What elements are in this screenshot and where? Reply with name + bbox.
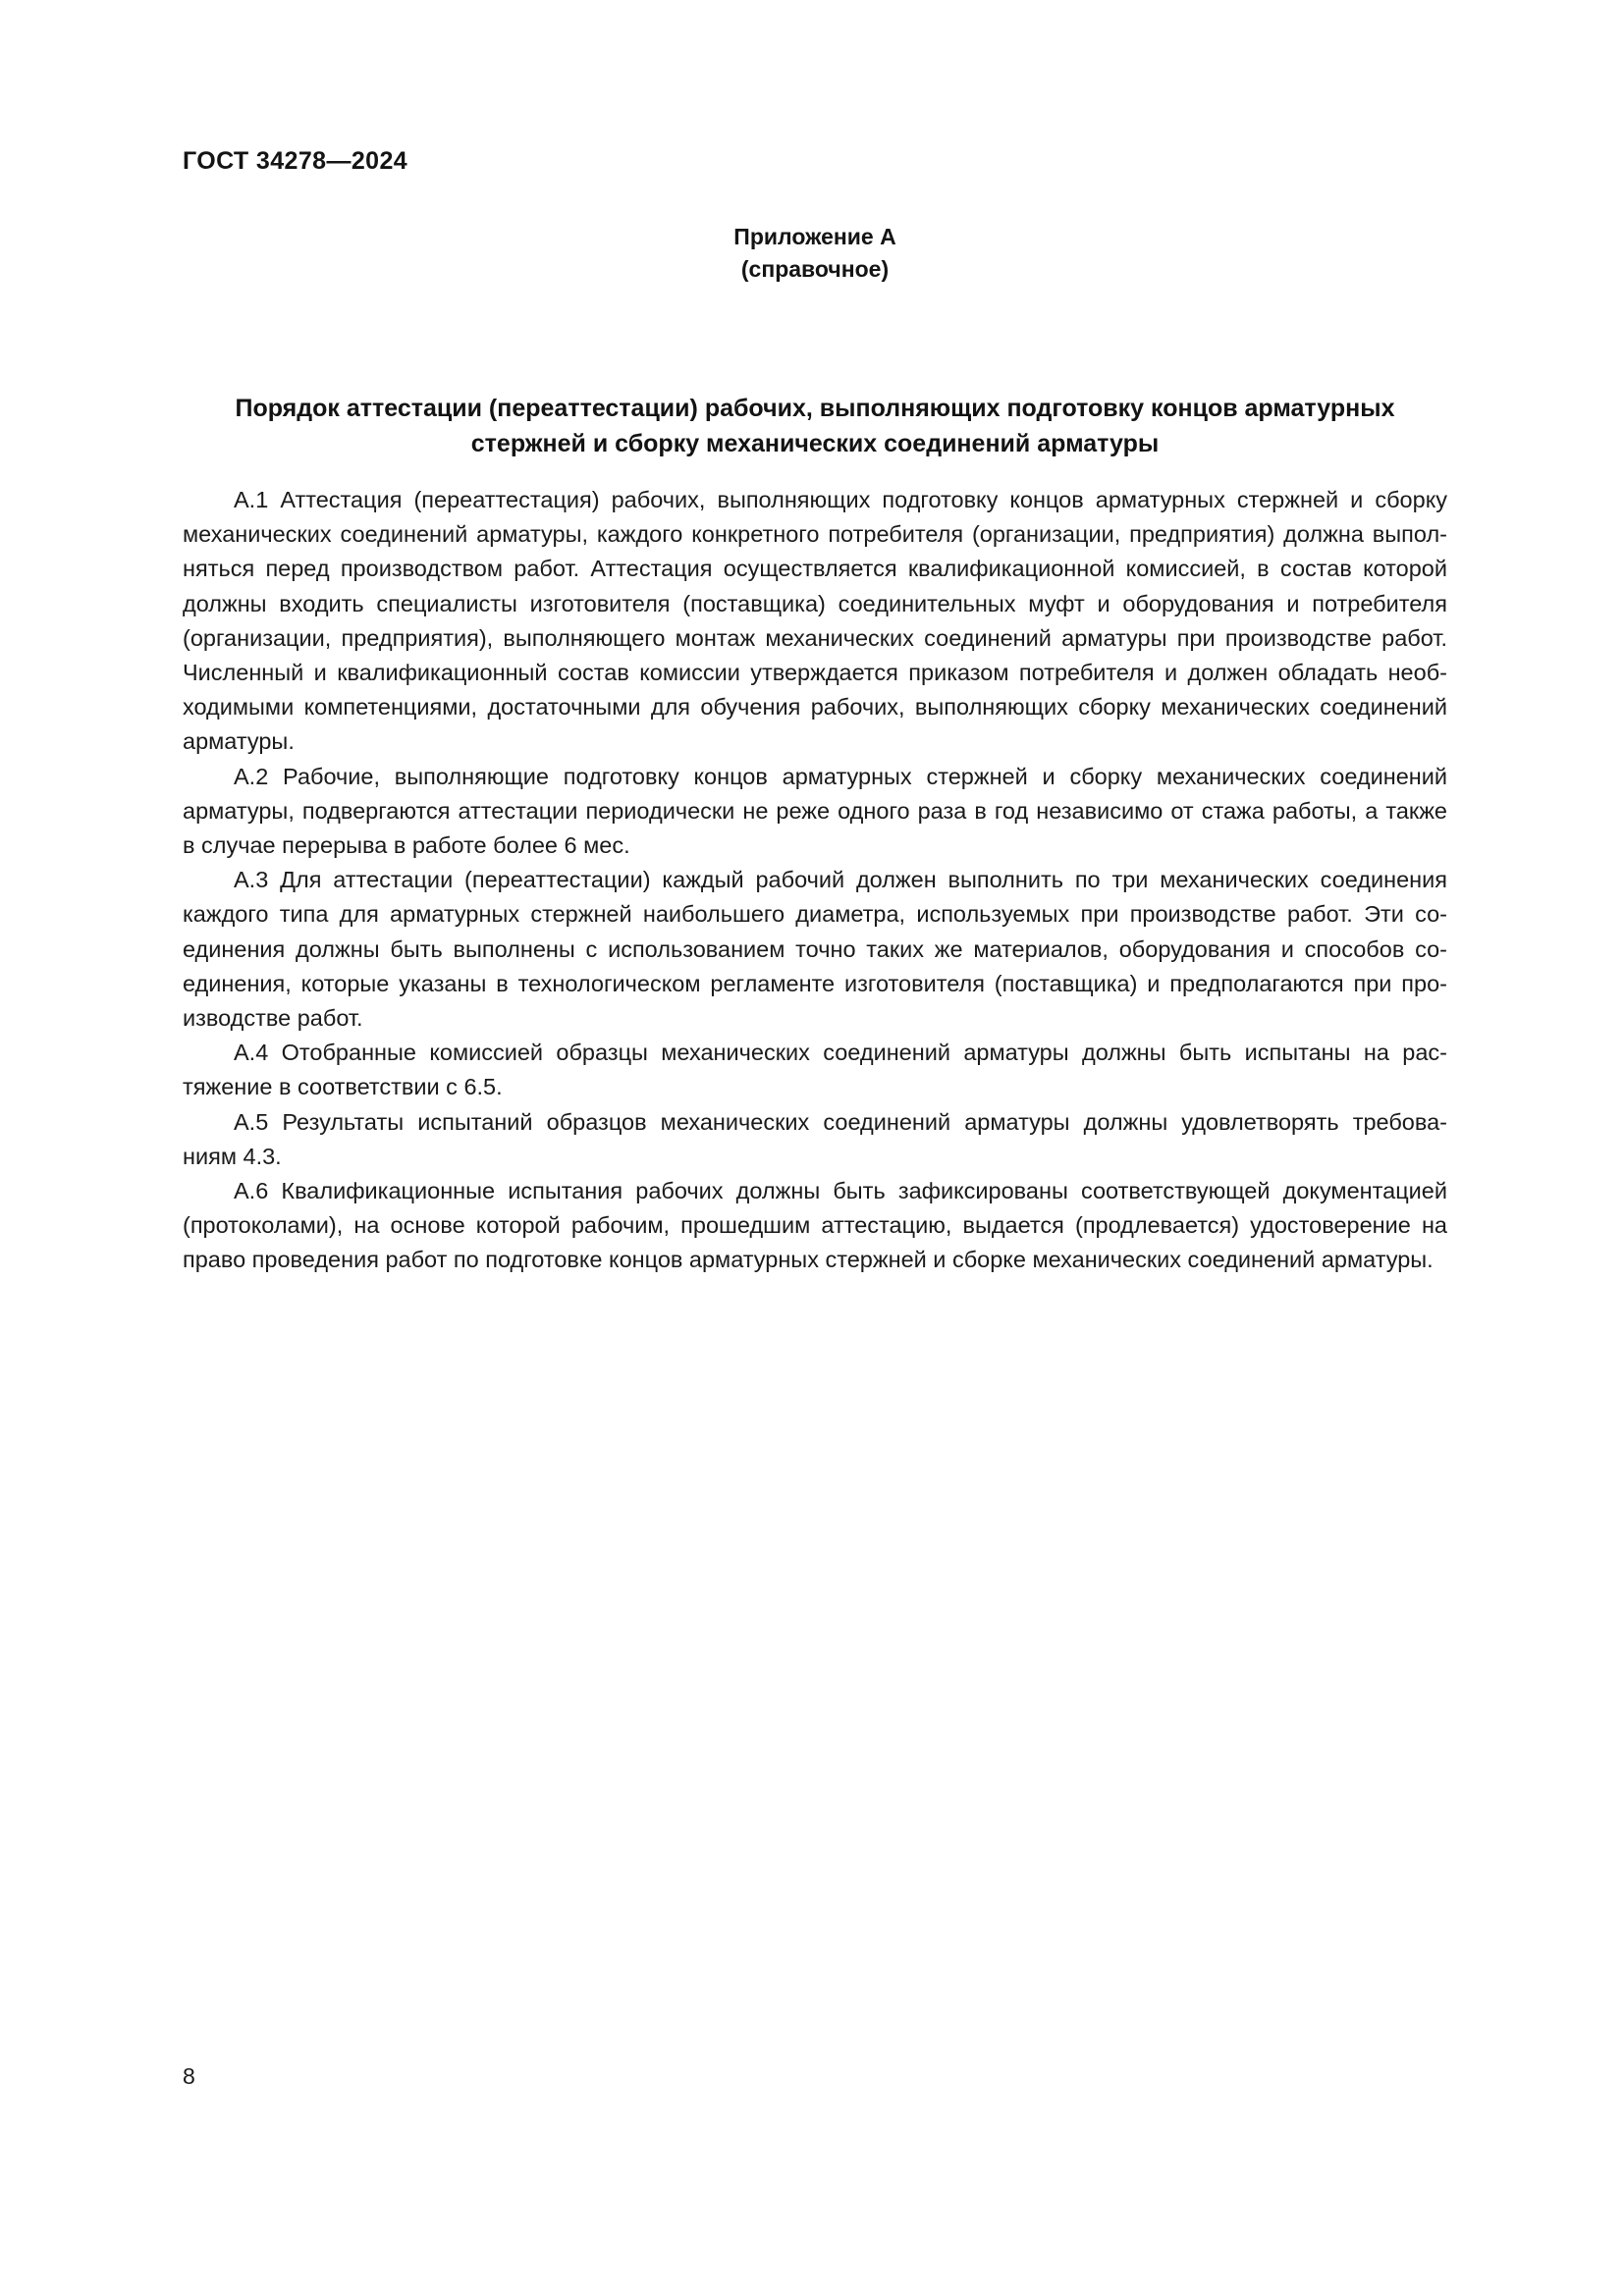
clause-line: няться перед производством работ. Аттестация осуществляется квалификационной комиссией, в состав которой [183, 556, 1447, 582]
clause-line: в случае перерыва в работе более 6 мес. [183, 832, 630, 859]
clause-line: А.3 Для аттестации (переаттестации) каждый рабочий должен выполнить по три механических соединения [234, 867, 1447, 893]
clause-a5 [183, 1105, 1447, 1174]
clause-list [183, 483, 1447, 1278]
clause-a4 [183, 1036, 1447, 1104]
clause-a2 [183, 760, 1447, 864]
clause-line: Численный и квалификационный состав комиссии утверждается приказом потребителя и должен обладать необ- [183, 660, 1447, 686]
clause-line: единения должны быть выполнены с использованием точно таких же материалов, оборудования и способов со- [183, 935, 1447, 962]
clause-line: А.4 Отобранные комиссией образцы механических соединений арматуры должны быть испытаны на рас- [234, 1040, 1447, 1066]
page-title-line-1: Порядок аттестации (переаттестации) рабочих, выполняющих подготовку концов арматурных [235, 395, 1395, 422]
clause-a6 [183, 1174, 1447, 1278]
clause-a3 [183, 863, 1447, 1036]
running-head-standard-code: ГОСТ 34278—2024 [183, 147, 408, 175]
page-title [183, 391, 1447, 461]
clause-line: А.5 Результаты испытаний образцов механических соединений арматуры должны удовлетворять требова- [234, 1108, 1447, 1135]
appendix-caption [183, 221, 1447, 286]
clause-line: единения, которые указаны в технологическом регламенте изготовителя (поставщика) и предполагаются при про- [183, 970, 1447, 996]
clause-line: ходимыми компетенциями, достаточными для обучения рабочих, выполняющих сборку механических соединений [183, 694, 1447, 721]
clause-line: тяжение в соответствии с 6.5. [183, 1074, 503, 1100]
clause-line: А.6 Квалификационные испытания рабочих должны быть зафиксированы соответствующей документацией [234, 1178, 1447, 1204]
clause-line: арматуры. [183, 728, 295, 755]
clause-line: механических соединений арматуры, каждого конкретного потребителя (организации, предприятия) должна выпол- [183, 521, 1447, 548]
clause-line: (протоколами), на основе которой рабочим, прошедшим аттестацию, выдается (продлевается) удостоверение на [183, 1212, 1447, 1239]
clause-line: ниям 4.3. [183, 1143, 282, 1169]
clause-line: А.2 Рабочие, выполняющие подготовку концов арматурных стержней и сборку механических соединений [234, 763, 1447, 789]
clause-line: (организации, предприятия), выполняющего монтаж механических соединений арматуры при производстве работ. [183, 624, 1447, 651]
appendix-label: Приложение А [733, 224, 896, 249]
clause-line: каждого типа для арматурных стержней наибольшего диаметра, используемых при производстве работ. Эти со- [183, 901, 1447, 928]
clause-line: изводстве работ. [183, 1005, 363, 1032]
clause-line: А.1 Аттестация (переаттестация) рабочих, выполняющих подготовку концов арматурных стержней и сборку [234, 487, 1447, 512]
clause-a1 [183, 483, 1447, 760]
appendix-kind: (справочное) [740, 256, 890, 282]
clause-line: право проведения работ по подготовке концов арматурных стержней и сборке механических соединений арматуры. [183, 1247, 1434, 1273]
clause-line: арматуры, подвергаются аттестации периодически не реже одного раза в год независимо от стажа работы, а также [183, 797, 1447, 824]
clause-line: должны входить специалисты изготовителя (поставщика) соединительных муфт и оборудования и потребителя [183, 590, 1447, 616]
page-number: 8 [183, 2063, 195, 2089]
page-title-line-2: стержней и сборку механических соединений арматуры [470, 430, 1160, 457]
